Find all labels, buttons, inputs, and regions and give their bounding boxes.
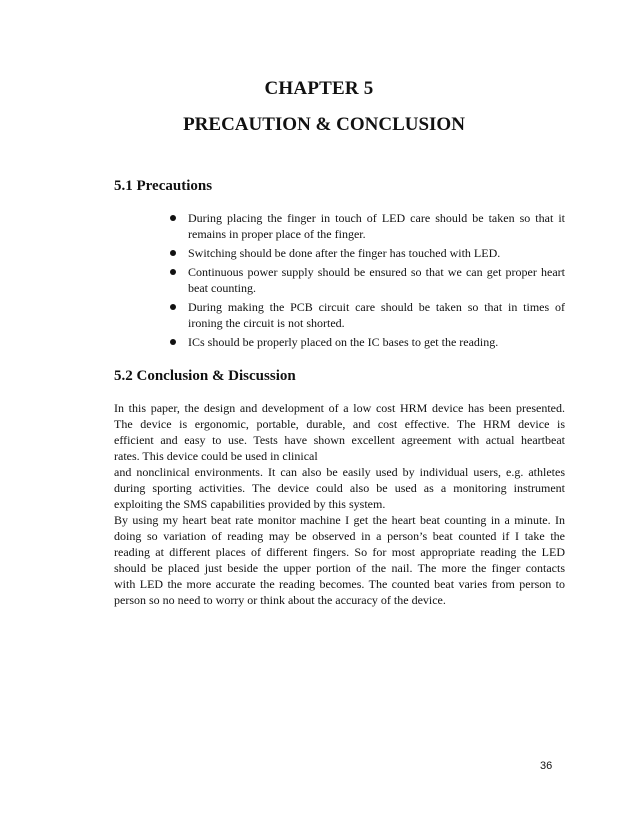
- list-item-text: Continuous power supply should be ensured so that we can get proper heart beat counting.: [188, 265, 565, 295]
- paragraph-line: should be placed just beside the upper portion of the nail. The more the finger contacts: [114, 561, 565, 575]
- list-item: [155, 264, 565, 296]
- page-number: 36: [540, 760, 553, 772]
- bullet-icon: [170, 215, 176, 221]
- section-heading-precautions: 5.1 Precautions: [114, 178, 213, 194]
- conclusion-paragraph: [114, 400, 565, 608]
- paragraph-line: doing so variation of reading may be observed in a person’s beat counted if I take the: [114, 529, 565, 543]
- paragraph-line: By using my heart beat rate monitor machine I get the heart beat counting in a minute. In: [114, 513, 565, 527]
- chapter-number: CHAPTER 5: [264, 78, 374, 99]
- list-item-text: Switching should be done after the finger has touched with LED.: [188, 246, 501, 260]
- bullet-icon: [170, 304, 176, 310]
- list-item: [155, 334, 565, 350]
- paragraph-line: exploiting the SMS capabilities provided by this system.: [114, 497, 386, 511]
- list-item-text: ICs should be properly placed on the IC bases to get the reading.: [188, 335, 499, 349]
- paragraph-line: and nonclinical environments. It can also be easily used by individual users, e.g. athletes: [114, 465, 565, 479]
- list-item: [155, 210, 565, 242]
- list-item: [155, 245, 565, 261]
- paragraph-line: person so no need to worry or think about the accuracy of the device.: [114, 593, 446, 607]
- chapter-title: PRECAUTION & CONCLUSION: [183, 114, 465, 135]
- paragraph-line: efficient and easy to use. Tests have shown excellent agreement with actual heartbeat: [114, 433, 565, 447]
- bullet-icon: [170, 339, 176, 345]
- paragraph-line: reading at different places of different fingers. So for most appropriate reading the LED: [114, 545, 565, 559]
- paragraph-line: with LED the more accurate the reading becomes. The counted beat varies from person to: [114, 577, 565, 591]
- paragraph-line: rates. This device could be used in clinical: [114, 449, 318, 463]
- paragraph-line: The device is ergonomic, portable, durable, and cost effective. The HRM device is: [114, 417, 565, 431]
- list-item-text: During placing the finger in touch of LED care should be taken so that it remains in proper place of the finger.: [188, 211, 565, 241]
- list-item-text: During making the PCB circuit care should be taken so that in times of ironing the circuit is not shorted.: [188, 300, 565, 330]
- bullet-icon: [170, 250, 176, 256]
- paragraph-line: during sporting activities. The device could also be used as a monitoring instrument: [114, 481, 565, 495]
- paragraph-line: In this paper, the design and development of a low cost HRM device has been presented.: [114, 401, 565, 415]
- precautions-list: [155, 210, 565, 353]
- section-heading-conclusion: 5.2 Conclusion & Discussion: [114, 368, 296, 384]
- bullet-icon: [170, 269, 176, 275]
- list-item: [155, 299, 565, 331]
